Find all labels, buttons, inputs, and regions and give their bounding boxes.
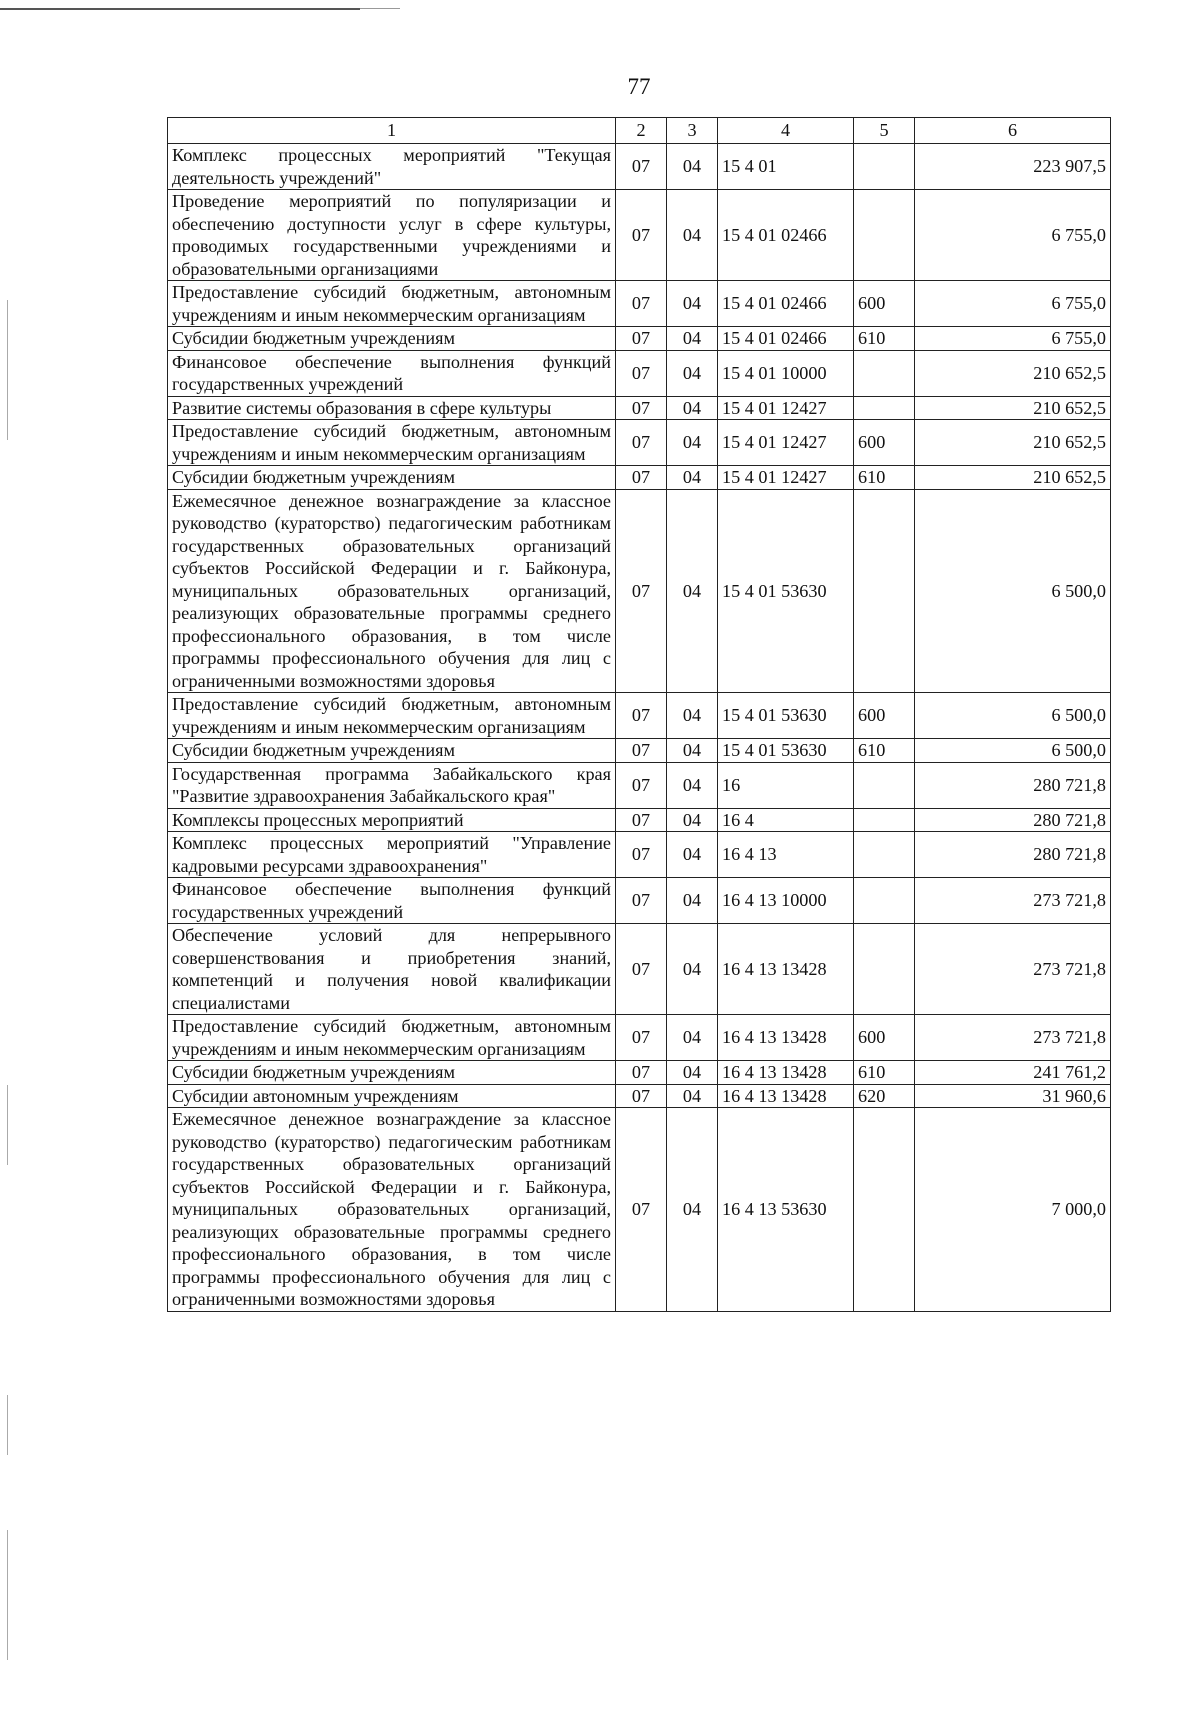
- row-name: Финансовое обеспечение выполнения функций государственных учреждений: [168, 350, 616, 396]
- table-row: [168, 281, 1111, 327]
- row-expense-type: 600: [854, 693, 915, 739]
- table-row: [168, 144, 1111, 190]
- row-name: Государственная программа Забайкальского края "Развитие здравоохранения Забайкальского края": [168, 762, 616, 808]
- row-amount: 273 721,8: [915, 878, 1111, 924]
- row-subsection: 04: [667, 350, 718, 396]
- scan-edge-line: [7, 1085, 8, 1165]
- row-section: 07: [616, 693, 667, 739]
- column-header: 2: [616, 118, 667, 144]
- row-subsection: 04: [667, 1061, 718, 1085]
- scan-edge-line: [360, 8, 400, 9]
- budget-table: [167, 117, 1111, 1312]
- row-section: 07: [616, 190, 667, 281]
- column-header: 4: [718, 118, 854, 144]
- row-subsection: 04: [667, 281, 718, 327]
- row-section: 07: [616, 832, 667, 878]
- table-row: [168, 420, 1111, 466]
- row-subsection: 04: [667, 762, 718, 808]
- table-row: [168, 1061, 1111, 1085]
- row-section: 07: [616, 1061, 667, 1085]
- row-target-article: 16 4 13: [718, 832, 854, 878]
- row-target-article: 16 4: [718, 808, 854, 832]
- row-amount: 223 907,5: [915, 144, 1111, 190]
- row-amount: 241 761,2: [915, 1061, 1111, 1085]
- row-amount: 6 755,0: [915, 327, 1111, 351]
- row-target-article: 16 4 13 13428: [718, 1061, 854, 1085]
- row-target-article: 15 4 01 12427: [718, 466, 854, 490]
- row-amount: 6 500,0: [915, 739, 1111, 763]
- table-row: [168, 489, 1111, 693]
- row-target-article: 16 4 13 13428: [718, 1084, 854, 1108]
- row-name: Предоставление субсидий бюджетным, автономным учреждениям и иным некоммерческим организациям: [168, 281, 616, 327]
- row-subsection: 04: [667, 924, 718, 1015]
- row-subsection: 04: [667, 144, 718, 190]
- row-subsection: 04: [667, 808, 718, 832]
- table-row: [168, 1084, 1111, 1108]
- row-expense-type: 610: [854, 466, 915, 490]
- row-expense-type: [854, 350, 915, 396]
- row-name: Проведение мероприятий по популяризации и обеспечению доступности услуг в сфере культуры, проводимых государственными учреждениями и образовательными организациями: [168, 190, 616, 281]
- row-name: Субсидии бюджетным учреждениям: [168, 327, 616, 351]
- row-amount: 273 721,8: [915, 1015, 1111, 1061]
- row-expense-type: [854, 878, 915, 924]
- table-row: [168, 762, 1111, 808]
- row-subsection: 04: [667, 327, 718, 351]
- table-row: [168, 1015, 1111, 1061]
- row-expense-type: [854, 190, 915, 281]
- row-section: 07: [616, 739, 667, 763]
- table-row: [168, 327, 1111, 351]
- table-row: [168, 739, 1111, 763]
- row-expense-type: [854, 924, 915, 1015]
- row-section: 07: [616, 466, 667, 490]
- row-amount: 280 721,8: [915, 832, 1111, 878]
- row-expense-type: 600: [854, 281, 915, 327]
- row-amount: 210 652,5: [915, 420, 1111, 466]
- scan-edge-line: [7, 1395, 8, 1455]
- table-row: [168, 832, 1111, 878]
- row-expense-type: [854, 144, 915, 190]
- table-row: [168, 190, 1111, 281]
- row-expense-type: 600: [854, 1015, 915, 1061]
- row-target-article: 15 4 01 02466: [718, 190, 854, 281]
- row-amount: 7 000,0: [915, 1108, 1111, 1312]
- row-subsection: 04: [667, 489, 718, 693]
- row-section: 07: [616, 924, 667, 1015]
- row-target-article: 15 4 01: [718, 144, 854, 190]
- row-section: 07: [616, 327, 667, 351]
- row-target-article: 16 4 13 13428: [718, 924, 854, 1015]
- row-name: Финансовое обеспечение выполнения функций государственных учреждений: [168, 878, 616, 924]
- row-section: 07: [616, 281, 667, 327]
- column-header: 5: [854, 118, 915, 144]
- row-target-article: 15 4 01 53630: [718, 739, 854, 763]
- row-expense-type: 600: [854, 420, 915, 466]
- row-amount: 6 755,0: [915, 281, 1111, 327]
- table-row: [168, 350, 1111, 396]
- row-amount: 280 721,8: [915, 808, 1111, 832]
- table-header-row: [168, 118, 1111, 144]
- row-subsection: 04: [667, 420, 718, 466]
- row-expense-type: 610: [854, 1061, 915, 1085]
- row-section: 07: [616, 878, 667, 924]
- row-target-article: 15 4 01 02466: [718, 327, 854, 351]
- row-subsection: 04: [667, 1015, 718, 1061]
- row-amount: 31 960,6: [915, 1084, 1111, 1108]
- row-name: Ежемесячное денежное вознаграждение за классное руководство (кураторство) педагогическим работникам государственных образовательных организаций субъектов Российской Федерации и г. Байконура, муниципальных образовательных организаций, реализующих образовательные программы среднего профессионального образования, в том числе программы профессионального обучения для лиц с ограниченными возможностями здоровья: [168, 489, 616, 693]
- table-row: [168, 466, 1111, 490]
- row-section: 07: [616, 808, 667, 832]
- row-section: 07: [616, 1015, 667, 1061]
- scan-edge-line: [7, 300, 8, 440]
- row-amount: 280 721,8: [915, 762, 1111, 808]
- table-row: [168, 878, 1111, 924]
- row-amount: 210 652,5: [915, 466, 1111, 490]
- row-amount: 273 721,8: [915, 924, 1111, 1015]
- row-section: 07: [616, 489, 667, 693]
- row-name: Комплексы процессных мероприятий: [168, 808, 616, 832]
- row-name: Предоставление субсидий бюджетным, автономным учреждениям и иным некоммерческим организациям: [168, 420, 616, 466]
- row-section: 07: [616, 762, 667, 808]
- table-row: [168, 693, 1111, 739]
- column-header: 1: [168, 118, 616, 144]
- row-amount: 210 652,5: [915, 396, 1111, 420]
- row-target-article: 15 4 01 02466: [718, 281, 854, 327]
- row-name: Предоставление субсидий бюджетным, автономным учреждениям и иным некоммерческим организациям: [168, 693, 616, 739]
- row-section: 07: [616, 350, 667, 396]
- row-name: Субсидии бюджетным учреждениям: [168, 1061, 616, 1085]
- row-subsection: 04: [667, 466, 718, 490]
- row-expense-type: [854, 1108, 915, 1312]
- row-target-article: 16: [718, 762, 854, 808]
- row-target-article: 15 4 01 12427: [718, 420, 854, 466]
- row-expense-type: 610: [854, 327, 915, 351]
- column-header: 6: [915, 118, 1111, 144]
- row-name: Предоставление субсидий бюджетным, автономным учреждениям и иным некоммерческим организациям: [168, 1015, 616, 1061]
- row-amount: 6 500,0: [915, 693, 1111, 739]
- row-name: Ежемесячное денежное вознаграждение за классное руководство (кураторство) педагогическим работникам государственных образовательных организаций субъектов Российской Федерации и г. Байконура, муниципальных образовательных организаций, реализующих образовательные программы среднего профессионального образования, в том числе программы профессионального обучения для лиц с ограниченными возможностями здоровья: [168, 1108, 616, 1312]
- row-subsection: 04: [667, 1084, 718, 1108]
- row-subsection: 04: [667, 878, 718, 924]
- row-name: Обеспечение условий для непрерывного совершенствования и приобретения знаний, компетенций и получения новой квалификации специалистами: [168, 924, 616, 1015]
- row-subsection: 04: [667, 739, 718, 763]
- row-expense-type: [854, 808, 915, 832]
- row-name: Субсидии бюджетным учреждениям: [168, 466, 616, 490]
- row-subsection: 04: [667, 1108, 718, 1312]
- row-subsection: 04: [667, 190, 718, 281]
- row-section: 07: [616, 144, 667, 190]
- row-subsection: 04: [667, 693, 718, 739]
- scan-edge-line: [7, 1530, 8, 1660]
- column-header: 3: [667, 118, 718, 144]
- row-target-article: 16 4 13 13428: [718, 1015, 854, 1061]
- row-target-article: 15 4 01 10000: [718, 350, 854, 396]
- row-name: Субсидии бюджетным учреждениям: [168, 739, 616, 763]
- row-amount: 6 755,0: [915, 190, 1111, 281]
- row-name: Комплекс процессных мероприятий "Текущая деятельность учреждений": [168, 144, 616, 190]
- row-name: Комплекс процессных мероприятий "Управление кадровыми ресурсами здравоохранения": [168, 832, 616, 878]
- row-expense-type: 610: [854, 739, 915, 763]
- table-row: [168, 924, 1111, 1015]
- table-row: [168, 396, 1111, 420]
- row-target-article: 15 4 01 12427: [718, 396, 854, 420]
- row-subsection: 04: [667, 832, 718, 878]
- scan-edge-line: [0, 8, 360, 10]
- row-subsection: 04: [667, 396, 718, 420]
- row-section: 07: [616, 396, 667, 420]
- table-row: [168, 808, 1111, 832]
- row-name: Субсидии автономным учреждениям: [168, 1084, 616, 1108]
- row-section: 07: [616, 1108, 667, 1312]
- row-name: Развитие системы образования в сфере культуры: [168, 396, 616, 420]
- row-expense-type: [854, 489, 915, 693]
- row-section: 07: [616, 1084, 667, 1108]
- row-amount: 6 500,0: [915, 489, 1111, 693]
- row-target-article: 15 4 01 53630: [718, 693, 854, 739]
- page-number: 77: [627, 74, 651, 99]
- row-target-article: 16 4 13 53630: [718, 1108, 854, 1312]
- row-expense-type: [854, 396, 915, 420]
- table-row: [168, 1108, 1111, 1312]
- row-amount: 210 652,5: [915, 350, 1111, 396]
- row-section: 07: [616, 420, 667, 466]
- row-expense-type: [854, 762, 915, 808]
- row-target-article: 15 4 01 53630: [718, 489, 854, 693]
- row-expense-type: [854, 832, 915, 878]
- row-target-article: 16 4 13 10000: [718, 878, 854, 924]
- row-expense-type: 620: [854, 1084, 915, 1108]
